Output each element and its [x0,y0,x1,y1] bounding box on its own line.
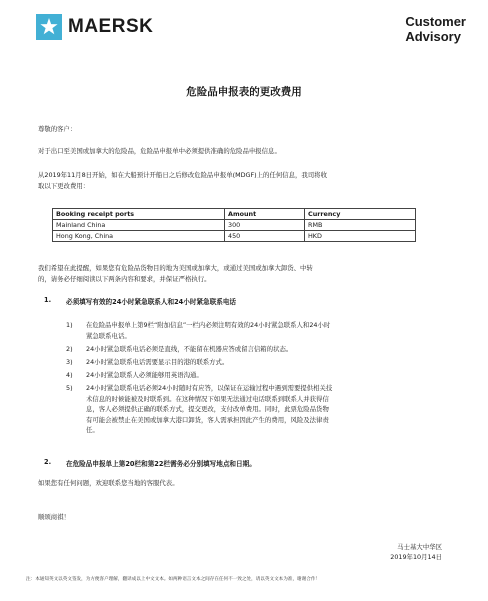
list-item [66,357,456,368]
section-2-heading [44,458,256,468]
regards: 顺颂商祺！ [38,513,70,521]
table-cell: RMB [305,220,416,231]
section-number: 1. [44,296,52,304]
item-number: 3) [66,358,73,366]
table-cell: Mainland China [53,220,225,231]
table-cell: HKD [305,231,416,242]
table-cell: Hong Kong, China [53,231,225,242]
closing-paragraph: 如果您有任何问题，欢迎联系您当地的客服代表。 [38,479,179,487]
table-cell: 300 [225,220,305,231]
item-line: 任。 [86,426,99,434]
advisory-line-2: Advisory [405,29,461,44]
reminder-paragraph-line: 我们希望在此提醒，如果您有危险品货物目的地为美国或加拿大，或通过美国或加拿大卸货、中转 [38,264,313,272]
header [36,14,468,54]
item-number: 1) [66,321,73,329]
customer-advisory-label [405,14,466,44]
fee-table [52,208,416,242]
item-line: 紧急联系电话。 [86,331,131,340]
list-item [66,344,456,355]
item-line: 24小时紧急联系人必须能够用英语沟通。 [86,371,203,379]
item-line: 24小时紧急联系电话必须24小时随时有应答，以保证在运输过程中遇到需要提供相关技 [86,384,333,392]
column-header: Currency [305,209,416,220]
table-header-row [53,209,416,220]
signature-company: 马士基大中华区 [397,543,442,551]
brand-name: MAERSK [68,16,154,37]
item-line: 24小时紧急联系电话必须是直线，不能留在机器应答或留言信箱的状态。 [86,345,293,353]
column-header: Booking receipt ports [53,209,225,220]
item-line: 24小时紧急联系电话需要显示目的港的联系方式。 [86,358,229,366]
footnote: 注：本通知英文以英文签发，为方便客户理解，翻译成以上中文文本。如两种语言文本之间存在任何不一致之处，请以英文文本为准，谢谢合作！ [26,577,321,582]
column-header: Amount [225,209,305,220]
table-row [53,231,416,242]
section-1-heading [44,296,236,306]
document-title: 危险品申报表的更改费用 [186,86,302,98]
reminder-paragraph [38,263,460,285]
section-heading-text: 必须填写有效的24小时紧急联系人和24小时紧急联系电话 [66,298,237,306]
item-number: 2) [66,345,73,353]
item-number: 4) [66,371,73,379]
advisory-line-1: Customer [405,14,466,29]
item-line: 术信息的时候能被及时联系到。在这种情况下如果无法通过电话联系到联系人并获得信 [86,394,329,403]
signature-date: 2019年10月14日 [390,553,442,561]
item-line: 在危险品申报单上第9栏“附加信息”一栏内必须注明有效的24小时紧急联系人和24小时 [86,321,331,329]
fee-paragraph-line: 从2019年11月8日开始，如在大船预计开船日之后修改危险品申报单(MDGF)上的任何信息，我司将收 [38,171,327,179]
maersk-logo [36,14,153,40]
section-number: 2. [44,458,52,466]
fee-paragraph-line: 取以下更改费用： [38,182,90,190]
item-line: 有可能会被禁止在美国或加拿大港口卸货，客人需承担因此产生的费用，风险及法律责 [86,415,329,424]
list-item [66,383,456,436]
signature-block [390,542,442,562]
star-icon [36,14,62,40]
table-cell: 450 [225,231,305,242]
list-item [66,320,456,341]
reminder-paragraph-line: 的，请务必仔细阅读以下两条内容和要求，并保证严格执行。 [38,275,211,283]
list-item [66,370,456,381]
item-line: 息，客人必须提供正确的联系方式，提交更改，支付改单费用。同时，此票危险品货物 [86,405,329,413]
fee-paragraph [38,170,460,192]
table-row [53,220,416,231]
item-number: 5) [66,384,73,392]
intro-paragraph: 对于出口至美国或加拿大的危险品，危险品申报单中必须提供准确的危险品申报信息。 [38,147,281,155]
section-heading-text: 在危险品申报单上第20栏和第22栏需务必分别填写地点和日期。 [66,460,256,468]
salutation: 尊敬的客户： [38,125,77,133]
